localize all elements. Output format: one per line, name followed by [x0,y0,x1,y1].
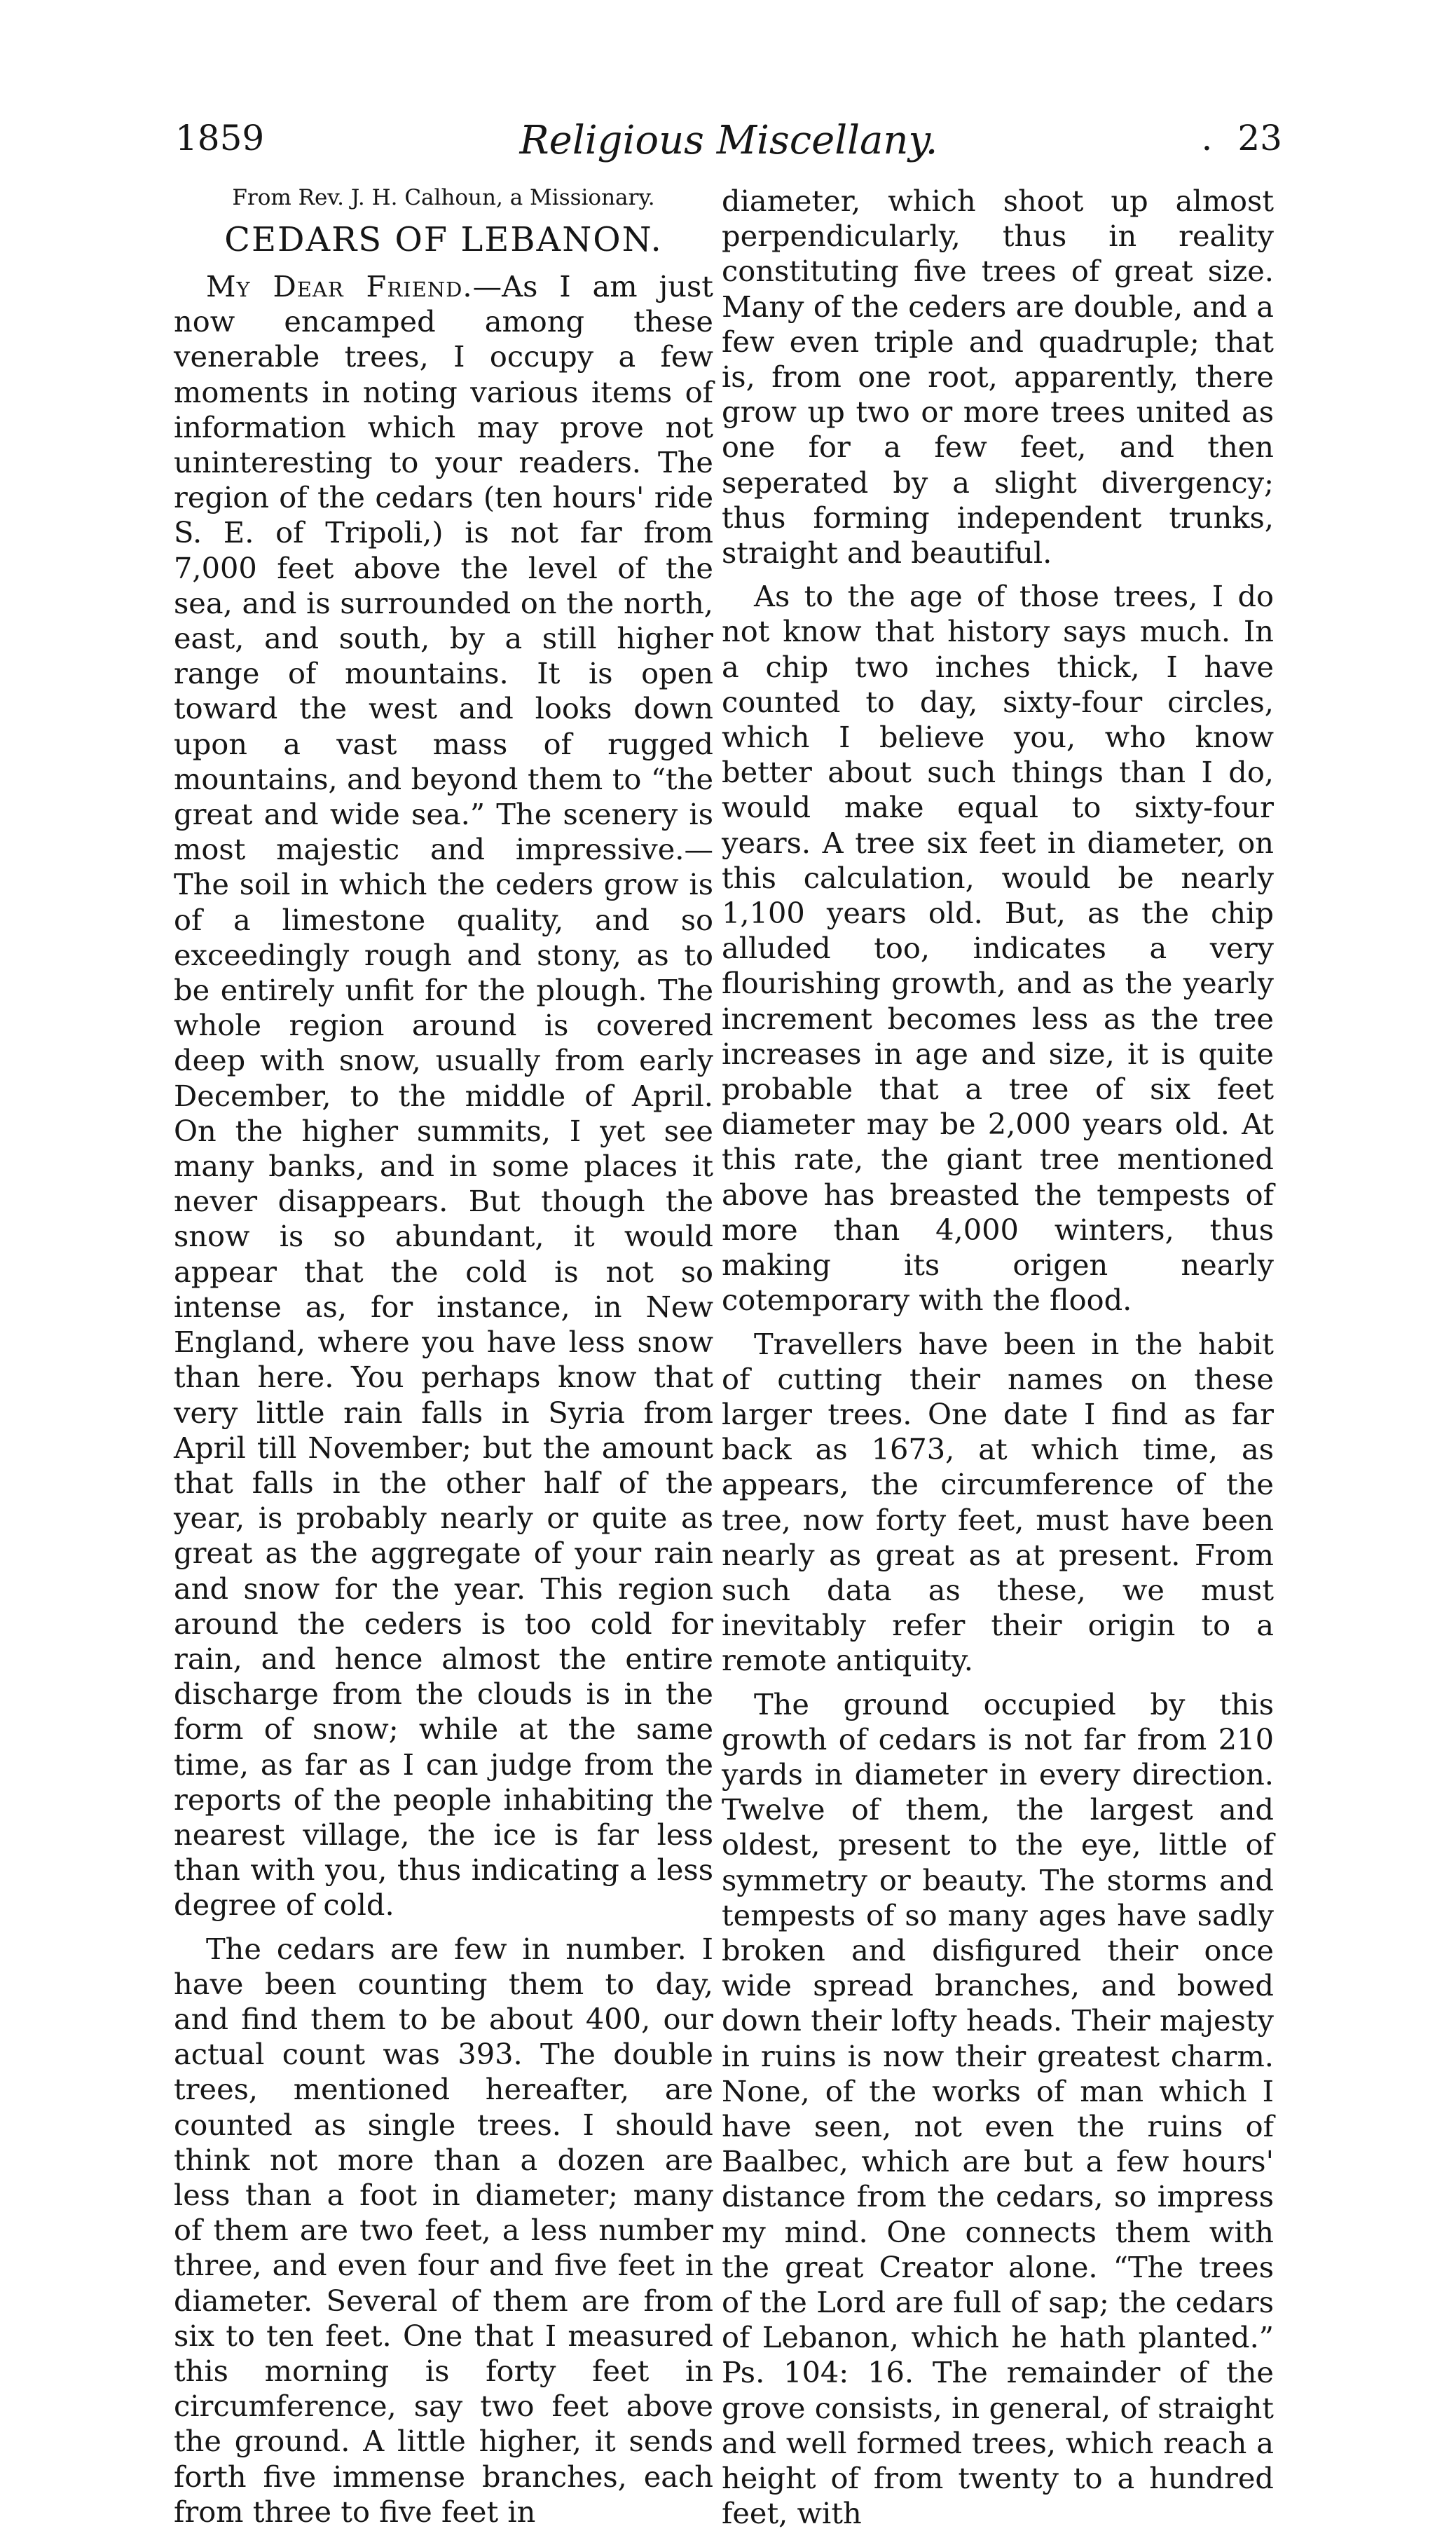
paragraph-2: The cedars are few in number. I have been counting them to day, and find them to be about 400, our actual count was 393. The double trees, mentioned hereafter, are counted as single trees. I should think not more than a dozen are less than a foot in diameter; many of them are two feet, a less number three, and even four and five feet in diameter. Several of them are from six to ten feet. One that I measured this morning is forty feet in circumference, say two feet above the ground. A little higher, it sends forth five immense branches, each from three to five feet in [174,1931,713,2529]
page-header [175,118,1282,174]
page-number-block: . 23 [1201,118,1282,158]
right-column [722,184,1274,2531]
article-title: CEDARS OF LEBANON. [224,220,663,259]
salutation: My Dear Friend. [206,269,473,303]
paragraph-5: The ground occupied by this growth of cedars is not far from 210 yards in diameter in every direction. Twelve of them, the largest and oldest, present to the eye, little of symmetry or beauty. The storms and tempests of so many ages have sadly broken and disfigured their once wide spread branches, and bowed down their lofty heads. Their majesty in ruins is now their greatest charm. None, of the works of man which I have seen, not even the ruins of Baalbec, which are but a few hours' distance from the cedars, so impress my mind. One connects them with the great Creator alone. “The trees of the Lord are full of sap; the cedars of Lebanon, which he hath planted.” Ps. 104: 16. The remainder of the grove consists, in general, of straight and well formed trees, which reach a height of from twenty to a hundred feet, with [722,1686,1274,2531]
page-number: 23 [1237,118,1282,158]
paragraph-4: Travellers have been in the habit of cutting their names on these larger trees. One date I find as far back as 1673, at which time, as appears, the circumference of the tree, now forty feet, must have been nearly as great as at present. From such data as these, we must inevitably refer their origin to a remote antiquity. [722,1326,1274,1678]
article-byline: From Rev. J. H. Calhoun, a Missionary. [232,185,655,210]
journal-title: Religious Miscellany. [519,118,938,163]
paragraph-1 [174,269,713,1923]
paragraph-2-continued: diameter, which shoot up almost perpendicularly, thus in reality constituting five trees of great size. Many of the ceders are double, and a few even triple and quadruple; that is, from one root, apparently, there grow up two or more trees united as one for a few feet, and then seperated by a slight divergency; thus forming independent trunks, straight and beautiful. [722,184,1274,571]
header-year: 1859 [175,118,265,158]
paragraph-1-text: —As I am just now encamped among these venerable trees, I occupy a few moments in noting various items of information which may prove not uninteresting to your readers. The region of the cedars (ten hours' ride S. E. of Tripoli,) is not far from 7,000 feet above the level of the sea, and is surrounded on the north, east, and south, by a still higher range of mountains. It is open toward the west and looks down upon a vast mass of rugged mountains, and beyond them to “the great and wide sea.” The scenery is most majestic and impressive.— The soil in which the ceders grow is of a limestone quality, and so exceedingly rough and stony, as to be entirely unfit for the plough. The whole region around is covered deep with snow, usually from early December, to the middle of April. On the higher summits, I yet see many banks, and in some places it never disappears. But though the snow is so abundant, it would appear that the cold is not so intense as, for instance, in New England, where you have less snow than here. You perhaps know that very little rain falls in Syria from April till November; but the amount that falls in the other half of the year, is probably nearly or quite as great as the aggregate of your rain and snow for the year. This region around the ceders is too cold for rain, and hence almost the entire discharge from the clouds is in the form of snow; while at the same time, as far as I can judge from the reports of the people inhabiting the nearest village, the ice is far less than with you, thus indicating a less degree of cold. [174,269,713,1923]
paragraph-3: As to the age of those trees, I do not know that history says much. In a chip two inches thick, I have counted to day, sixty-four circles, which I believe you, who know better about such things than I do, would make equal to sixty-four years. A tree six feet in diameter, on this calculation, would be nearly 1,100 years old. But, as the chip alluded too, indicates a very flourishing growth, and as the yearly increment becomes less as the tree increases in age and size, it is quite probable that a tree of six feet diameter may be 2,000 years old. At this rate, the giant tree mentioned above has breasted the tempests of more than 4,000 winters, thus making its origen nearly cotemporary with the flood. [722,579,1274,1318]
left-column [174,184,713,2530]
